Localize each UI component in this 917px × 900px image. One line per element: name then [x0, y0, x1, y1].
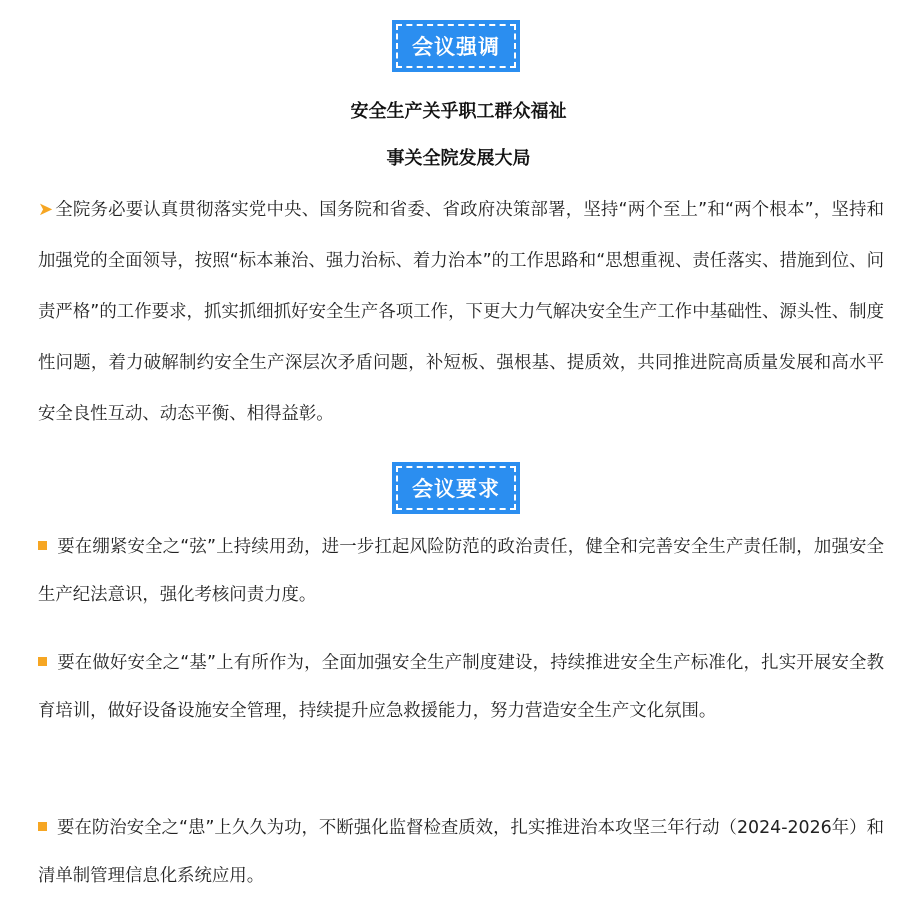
headline-overall: 事关全院发展大局	[386, 148, 531, 169]
arrow-right-icon: ➤	[38, 199, 54, 220]
section-badge-requirements: 会议要求	[396, 466, 516, 510]
list-item-text: 要在绷紧安全之“弦”上持续用劲，进一步扛起风险防范的政治责任，健全和完善安全生产责任制，加强安全生产纪法意识，强化考核问责力度。	[38, 537, 884, 605]
list-item	[38, 804, 884, 900]
section-badge-emphasis: 会议强调	[396, 24, 516, 68]
list-item-text: 要在防治安全之“患”上久久为功，不断强化监督检查质效，扎实推进治本攻坚三年行动（2024-2026年）和清单制管理信息化系统应用。	[38, 818, 884, 886]
emphasis-paragraph	[38, 184, 884, 440]
square-bullet-icon	[38, 657, 47, 666]
square-bullet-icon	[38, 541, 47, 550]
list-item-text: 要在做好安全之“基”上有所作为，全面加强安全生产制度建设，持续推进安全生产标准化，扎实开展安全教育培训，做好设备设施安全管理，持续提升应急救援能力，努力营造安全生产文化氛围。	[38, 653, 884, 721]
list-item	[38, 523, 884, 619]
emphasis-paragraph-text: 全院务必要认真贯彻落实党中央、国务院和省委、省政府决策部署，坚持“两个至上”和“两个根本”，坚持和加强党的全面领导，按照“标本兼治、强力治标、着力治本”的工作思路和“思想重视、责任落实、措施到位、问责严格”的工作要求，抓实抓细抓好安全生产各项工作，下更大力气解决安全生产工作中基础性、源头性、制度性问题，着力破解制约安全生产深层次矛盾问题，补短板、强根基、提质效，共同推进院高质量发展和高水平安全良性互动、动态平衡、相得益彰。	[38, 200, 884, 424]
square-bullet-icon	[38, 822, 47, 831]
headline-welfare: 安全生产关乎职工群众福祉	[350, 101, 567, 122]
list-item	[38, 639, 884, 735]
